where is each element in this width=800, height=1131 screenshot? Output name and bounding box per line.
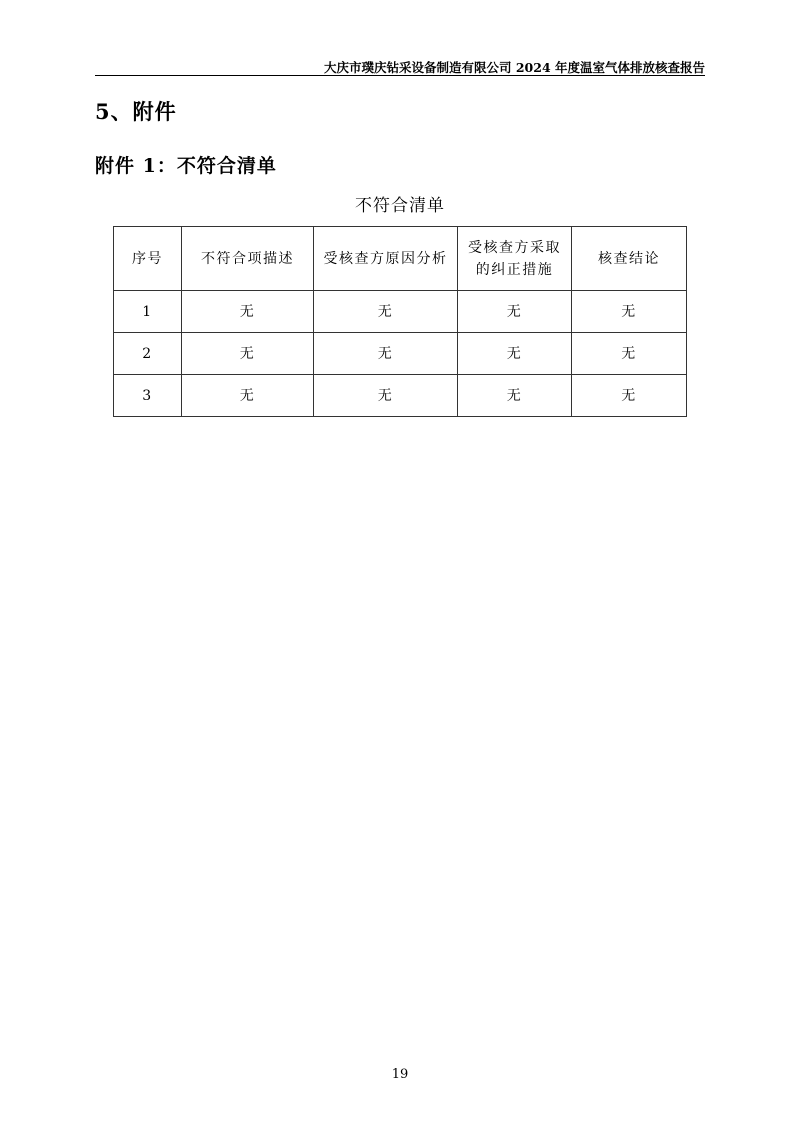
table-cell: 1 <box>114 291 182 333</box>
table-cell: 无 <box>572 333 687 375</box>
column-header-conclusion: 核查结论 <box>572 227 687 291</box>
table-cell: 无 <box>182 291 314 333</box>
header-divider <box>95 75 705 76</box>
table-cell: 无 <box>314 375 458 417</box>
table-cell: 无 <box>572 375 687 417</box>
table-row <box>114 291 687 333</box>
table-cell: 无 <box>458 333 572 375</box>
table-cell: 3 <box>114 375 182 417</box>
table-row <box>114 375 687 417</box>
column-header-corrective-action: 受核查方采取的纠正措施 <box>458 227 572 291</box>
table-cell: 无 <box>182 375 314 417</box>
section-heading: 5、附件 <box>95 99 177 124</box>
table-header-row <box>114 227 687 291</box>
column-header-index: 序号 <box>114 227 182 291</box>
table-cell: 无 <box>458 291 572 333</box>
table-cell: 无 <box>458 375 572 417</box>
nonconformity-table <box>113 226 687 417</box>
table-cell: 无 <box>182 333 314 375</box>
table-cell: 无 <box>314 333 458 375</box>
table-cell: 无 <box>572 291 687 333</box>
column-header-description: 不符合项描述 <box>182 227 314 291</box>
table-row <box>114 333 687 375</box>
table-caption: 不符合清单 <box>355 196 445 216</box>
page-number: 19 <box>391 1067 409 1082</box>
running-header: 大庆市璞庆钻采设备制造有限公司 2024 年度温室气体排放核查报告 <box>324 60 705 75</box>
table-cell: 无 <box>314 291 458 333</box>
attachment-heading: 附件 1：不符合清单 <box>95 155 277 177</box>
table-cell: 2 <box>114 333 182 375</box>
column-header-cause-analysis: 受核查方原因分析 <box>314 227 458 291</box>
